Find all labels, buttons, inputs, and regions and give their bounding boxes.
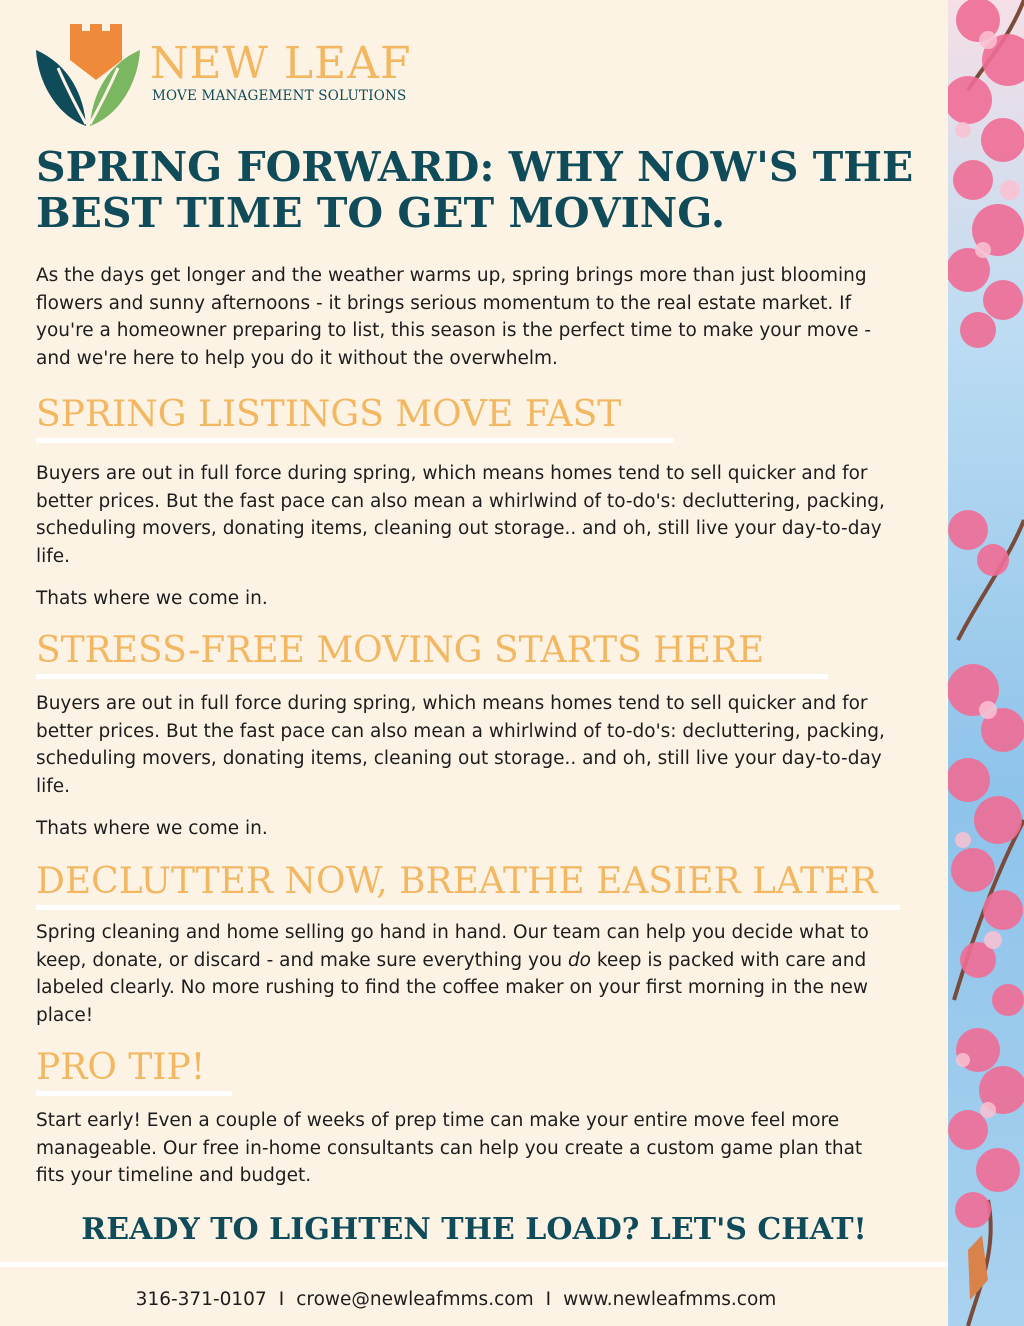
section-heading-spring-listings — [36, 394, 674, 443]
leaf-house-logo-icon — [36, 24, 140, 128]
body-emphasis: do — [567, 949, 591, 971]
cherry-blossom-illustration — [948, 0, 1024, 1326]
body-text: Spring cleaning and home selling go hand in hand. Our team can help you decide what to keep, donate, or discard - and make sure everything you — [36, 922, 869, 971]
section-heading-pro-tip — [36, 1047, 232, 1096]
email-link[interactable]: crowe@newleafmms.com — [296, 1289, 534, 1310]
brand-name: NEW LEAF — [150, 38, 412, 89]
section-body: Buyers are out in full force during spring, which means homes tend to sell quicker and for better prices. But the fast pace can also mean a whirlwind of to-do's: decluttering, packing, scheduling movers, donating items, cleaning out storage.. and oh, still live your day-to-day life. — [36, 463, 885, 567]
page-title: SPRING FORWARD: WHY NOW'S THE BEST TIME TO GET MOVING. — [36, 143, 914, 237]
section-heading-stress-free — [36, 630, 828, 679]
section-heading-text: SPRING LISTINGS MOVE FAST — [36, 394, 622, 435]
section-body: Buyers are out in full force during spring, which means homes tend to sell quicker and for better prices. But the fast pace can also mean a whirlwind of to-do's: decluttering, packing, scheduling movers, donating items, cleaning out storage.. and oh, still live your day-to-day life. — [36, 693, 885, 797]
section-heading-text: STRESS-FREE MOVING STARTS HERE — [36, 630, 765, 671]
body-text: keep is packed with care and labeled clearly. No more rushing to find the coffee maker on your first morning in the new place! — [36, 949, 868, 1026]
section-heading-text: DECLUTTER NOW, BREATHE EASIER LATER — [36, 861, 878, 902]
section-body: Start early! Even a couple of weeks of prep time can make your entire move feel more manageable. Our free in-home consultants can help you create a custom game plan that fits your timeline and budget. — [36, 1110, 863, 1186]
heading-underline — [36, 674, 828, 679]
website-link[interactable]: www.newleafmms.com — [563, 1289, 777, 1310]
section-closing: Thats where we come in. — [36, 588, 268, 609]
phone-link[interactable]: 316-371-0107 — [135, 1289, 267, 1310]
separator: I — [278, 1289, 285, 1310]
call-to-action: READY TO LIGHTEN THE LOAD? LET'S CHAT! — [81, 1212, 867, 1247]
section-closing: Thats where we come in. — [36, 818, 268, 839]
separator: I — [545, 1289, 552, 1310]
heading-underline — [36, 438, 674, 443]
brand-tagline: MOVE MANAGEMENT SOLUTIONS — [152, 88, 407, 104]
heading-underline — [36, 1091, 232, 1096]
heading-underline — [36, 905, 900, 910]
section-heading-declutter — [36, 861, 900, 910]
intro-paragraph: As the days get longer and the weather warms up, spring brings more than just blooming flowers and sunny afternoons - it brings serious momentum to the real estate market. If you're a homeowner preparing to list, this season is the perfect time to make your move - and we're here to help you do it without the overwhelm. — [36, 265, 872, 369]
contact-line — [0, 1287, 912, 1313]
section-body — [36, 919, 896, 1029]
brand-logo — [36, 24, 436, 128]
section-heading-text: PRO TIP! — [36, 1047, 206, 1088]
cherry-blossom-image — [948, 0, 1024, 1326]
footer-divider — [0, 1262, 948, 1267]
